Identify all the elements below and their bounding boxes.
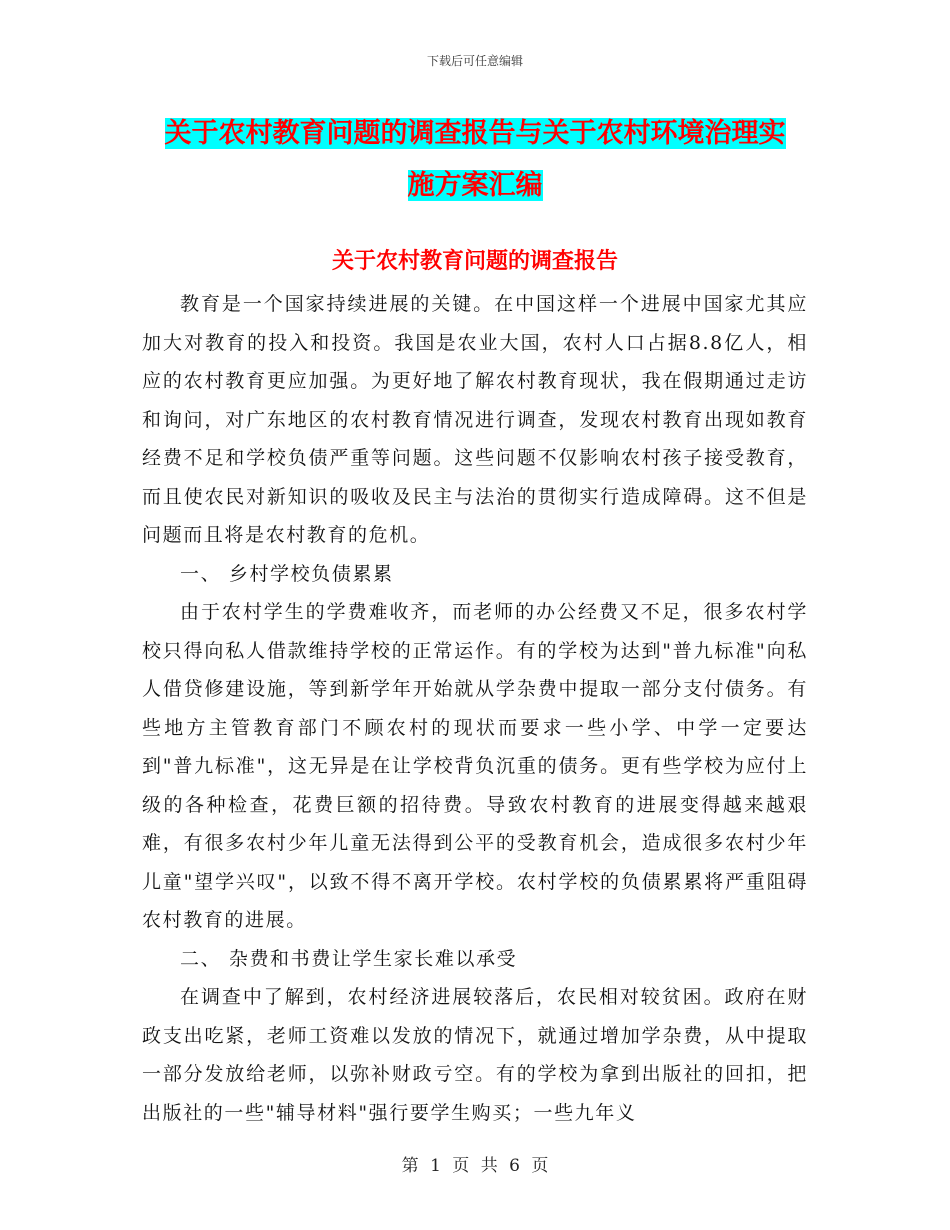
section-title: 关于农村教育问题的调查报告: [331, 248, 618, 274]
page-footer: 第 1 页 共 6 页: [401, 1156, 549, 1176]
heading-debt: 一、 乡村学校负债累累: [180, 562, 394, 585]
document-title-line-1: 关于农村教育问题的调查报告与关于农村环境治理实: [164, 118, 786, 149]
header-note: 下载后可任意编辑: [426, 54, 523, 68]
document-body: [142, 285, 808, 1132]
intro-paragraph: 教育是一个国家持续进展的关键。在中国这样一个进展中国家尤其应加大对教育的投入和投资。我国是农业大国，农村人口占据8.8亿人，相应的农村教育更应加强。为更好地了解农村教育现状，我在假期通过走访和询问，对广东地区的农村教育情况进行调查，发现农村教育出现如教育经费不足和学校负债严重等问题。这些问题不仅影响农村孩子接受教育，而且使农民对新知识的吸收及民主与法治的贯彻实行造成障碍。这不但是问题而且将是农村教育的危机。: [142, 293, 808, 546]
document-title-line-2: 施方案汇编: [407, 170, 543, 201]
heading-fees: 二、 杂费和书费让学生家长难以承受: [180, 947, 518, 970]
document-title: [150, 108, 800, 212]
debt-paragraph: 由于农村学生的学费难收齐，而老师的办公经费又不足，很多农村学校只得向私人借款维持学校的正常运作。有的学校为达到"普九标准"向私人借贷修建设施，等到新学年开始就从学杂费中提取一部分支付债务。有些地方主管教育部门不顾农村的现状而要求一些小学、中学一定要达到"普九标准"，这无异是在让学校背负沉重的债务。更有些学校为应付上级的各种检查，花费巨额的招待费。导致农村教育的进展变得越来越艰难，有很多农村少年儿童无法得到公平的受教育机会，造成很多农村少年儿童"望学兴叹"，以致不得不离开学校。农村学校的负债累累将严重阻碍农村教育的进展。: [142, 601, 808, 931]
fees-paragraph: 在调查中了解到，农村经济进展较落后，农民相对较贫困。政府在财政支出吃紧，老师工资难以发放的情况下，就通过增加学杂费，从中提取一部分发放给老师，以弥补财政亏空。有的学校为拿到出版社的回扣，把出版社的一些"辅导材料"强行要学生购买；一些九年义: [142, 986, 808, 1124]
